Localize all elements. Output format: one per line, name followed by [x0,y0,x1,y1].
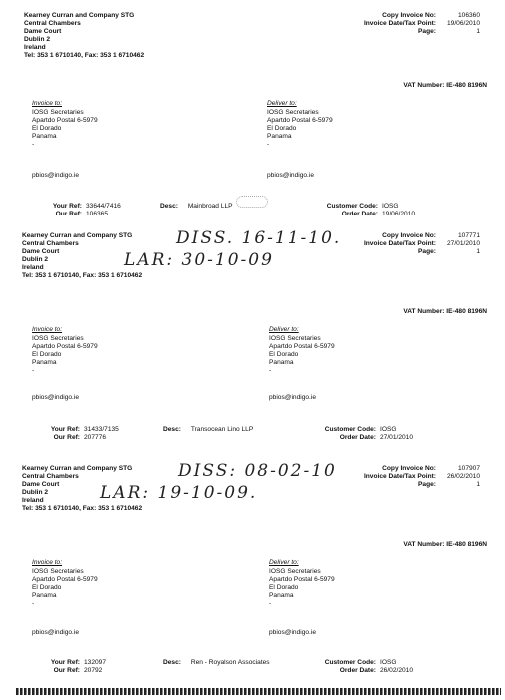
handwritten-note: DISS: 08-02-10 [178,461,337,481]
vat-number: VAT Number: IE-480 8196N [403,82,487,89]
refs-block [30,203,121,215]
customer-code: IOSG [382,203,399,210]
company-line: Dame Court [22,481,60,488]
deliver-to-block [269,559,335,608]
invoice-date-label: Invoice Date/Tax Point: [363,240,436,247]
address-line: Panama [32,592,57,599]
invoice-date: 27/01/2010 [446,240,480,247]
our-ref-label: Our Ref: [53,667,80,674]
deliver-to-label: Deliver to: [269,559,299,566]
deliver-email: pbios@indigo.ie [269,629,317,636]
order-date-label: Order Date: [339,434,376,441]
page-label: Page: [418,248,436,255]
address-line: Apartdo Postal 6-5979 [32,576,98,583]
our-ref: 20792 [84,667,103,674]
invoice-email: pbios@indigo.ie [32,629,80,636]
deliver-email: pbios@indigo.ie [267,172,315,179]
customer-code: IOSG [380,659,397,666]
page-number: 1 [476,248,480,255]
deliver-email: pbios@indigo.ie [269,394,317,401]
deliver-to-label: Deliver to: [267,100,297,107]
company-address [24,12,144,60]
invoice-date-label: Invoice Date/Tax Point: [363,473,436,480]
address-line: IOSG Secretaries [269,568,321,575]
invoice-to-label: Invoice to: [32,559,63,566]
handwritten-note: LAR: 30-10-09 [124,250,274,270]
order-date-label: Order Date: [339,667,376,674]
vat-number: VAT Number: IE-480 8196N [403,541,487,548]
invoice-to-label: Invoice to: [32,326,63,333]
customer-code-label: Customer Code: [326,203,378,210]
address-line: El Dorado [269,584,299,591]
company-line: Ireland [22,497,44,504]
desc-block [160,203,233,211]
company-name: Kearney Curran and Company STG [22,232,133,239]
your-ref: 31433/7135 [84,426,119,433]
address-line: Panama [269,592,294,599]
address-line: Apartdo Postal 6-5979 [269,343,335,350]
page-number: 1 [476,28,480,35]
deliver-to-block [269,326,335,375]
customer-code-label: Customer Code: [324,659,376,666]
order-date: 27/01/2010 [380,434,414,441]
customer-block [298,659,413,675]
address-line: - [269,367,272,374]
deliver-to-label: Deliver to: [269,326,299,333]
company-line: Dublin 2 [22,256,49,263]
company-line: Ireland [22,264,44,271]
company-line: Central Chambers [22,473,79,480]
address-line: - [32,141,35,148]
copy-invoice-no: 106360 [457,12,480,19]
refs-block [28,659,106,675]
address-line: Apartdo Postal 6-5979 [32,343,98,350]
company-phone: Tel: 353 1 6710140, Fax: 353 1 6710462 [22,505,143,512]
copy-invoice-label: Copy Invoice No: [382,12,436,19]
company-phone: Tel: 353 1 6710140, Fax: 353 1 6710462 [24,52,145,59]
your-ref-label: Your Ref: [50,426,80,433]
copy-invoice-label: Copy Invoice No: [382,232,436,239]
company-line: Dublin 2 [22,489,49,496]
desc-block [163,659,270,667]
desc-label: Desc: [163,426,181,433]
address-line: El Dorado [32,125,62,132]
address-line: El Dorado [32,584,62,591]
invoice-email: pbios@indigo.ie [32,172,80,179]
your-ref-label: Your Ref: [50,659,80,666]
invoice-to-block [32,326,98,375]
order-date-label: Order Date: [341,211,378,215]
address-line: Panama [269,359,294,366]
address-line: - [32,600,35,607]
invoice-meta [316,12,480,36]
address-line: IOSG Secretaries [267,109,319,116]
invoice-date-label: Invoice Date/Tax Point: [363,20,436,27]
our-ref-label: Our Ref: [53,434,80,441]
order-date: 26/02/2010 [380,667,414,674]
page-label: Page: [418,481,436,488]
company-line: Dame Court [22,248,60,255]
address-line: El Dorado [269,351,299,358]
our-ref: 106365 [86,211,109,215]
address-line: El Dorado [267,125,297,132]
company-phone: Tel: 353 1 6710140, Fax: 353 1 6710462 [22,272,143,279]
invoice-meta [316,465,480,489]
company-line: Dame Court [24,28,62,35]
invoice-1 [0,8,505,215]
customer-block [300,203,415,215]
company-line: Central Chambers [24,20,81,27]
address-line: IOSG Secretaries [32,568,84,575]
our-ref-label: Our Ref: [55,211,82,215]
handwritten-note: DISS. 16-11-10. [176,228,342,248]
address-line: IOSG Secretaries [32,335,84,342]
handwritten-note: LAR: 19-10-09. [100,483,258,503]
address-line: IOSG Secretaries [32,109,84,116]
address-line: - [32,367,35,374]
copy-invoice-no: 107907 [457,465,480,472]
address-line: - [267,141,270,148]
invoice-meta [316,232,480,256]
invoice-email: pbios@indigo.ie [32,394,80,401]
address-line: IOSG Secretaries [269,335,321,342]
address-line: Panama [267,133,292,140]
invoice-to-block [32,100,98,149]
customer-code: IOSG [380,426,397,433]
invoice-to-label: Invoice to: [32,100,63,107]
refs-block [28,426,119,442]
order-date: 19/06/2010 [382,211,416,215]
vat-number: VAT Number: IE-480 8196N [403,308,487,315]
company-name: Kearney Curran and Company STG [24,12,135,19]
invoice-to-block [32,559,98,608]
scan-mark [236,196,268,208]
company-line: Central Chambers [22,240,79,247]
company-name: Kearney Curran and Company STG [22,465,133,472]
invoice-2 [0,228,505,444]
desc-block [163,426,253,434]
address-line: Apartdo Postal 6-5979 [269,576,335,583]
copy-invoice-label: Copy Invoice No: [382,465,436,472]
invoice-3 [0,461,505,677]
your-ref: 132097 [84,659,107,666]
your-ref-label: Your Ref: [52,203,82,210]
copy-invoice-no: 107771 [457,232,480,239]
desc-label: Desc: [160,203,178,210]
invoice-date: 19/06/2010 [446,20,480,27]
address-line: Apartdo Postal 6-5979 [267,117,333,124]
address-line: El Dorado [32,351,62,358]
address-line: - [269,600,272,607]
your-ref: 33644/7416 [86,203,121,210]
scan-footer-strip [16,688,501,695]
page-label: Page: [418,28,436,35]
our-ref: 207776 [84,434,107,441]
desc-value: Transocean Lino LLP [190,426,254,433]
desc-value: Mainbroad LLP [187,203,233,210]
desc-label: Desc: [163,659,181,666]
customer-code-label: Customer Code: [324,426,376,433]
customer-block [298,426,413,442]
invoice-date: 26/02/2010 [446,473,480,480]
deliver-to-block [267,100,333,149]
page-number: 1 [476,481,480,488]
company-line: Ireland [24,44,46,51]
address-line: Apartdo Postal 6-5979 [32,117,98,124]
address-line: Panama [32,133,57,140]
desc-value: Ren - Royalson Associates [190,659,270,666]
company-line: Dublin 2 [24,36,51,43]
address-line: Panama [32,359,57,366]
